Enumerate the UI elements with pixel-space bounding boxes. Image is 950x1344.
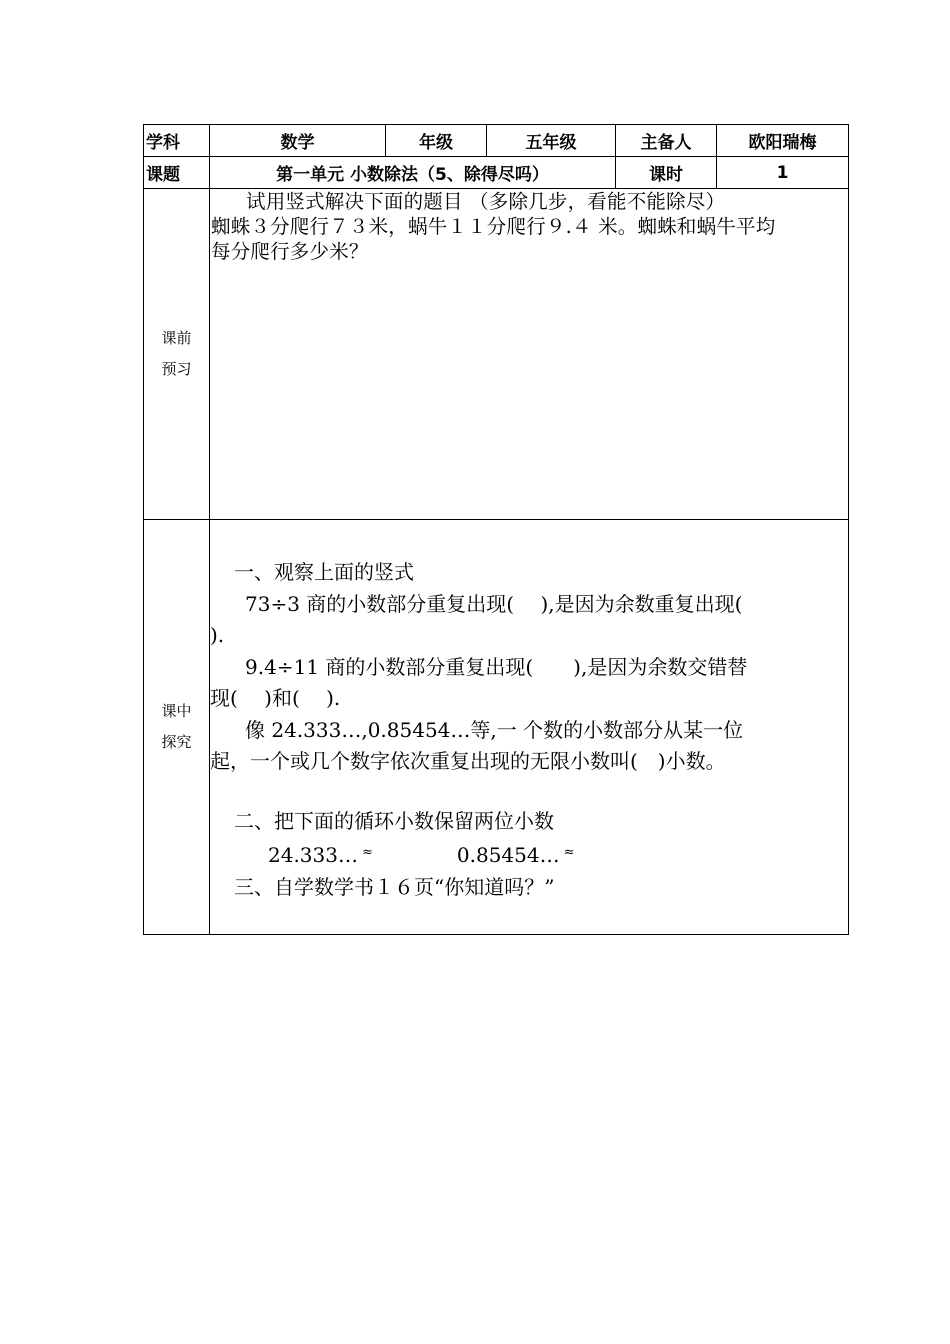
preview-problem-line2: 每分爬行多少米？ (211, 240, 369, 263)
preview-label-line2: 预习 (161, 360, 192, 378)
explore-label (144, 520, 210, 935)
section1-line1: 73÷3 商的小数部分重复出现( ),是因为余数重复出现( (245, 591, 743, 616)
header-row-2 (144, 157, 849, 189)
preview-problem-line1: 蜘蛛３分爬行７３米，蜗牛１１分爬行９.４ 米。蜘蛛和蜗牛平均 (211, 215, 776, 238)
preparer-label: 主备人 (616, 125, 717, 157)
explore-label-line1: 课中 (161, 702, 192, 720)
section1-line4: 现( )和( ). (210, 686, 341, 710)
preview-content (210, 189, 849, 520)
topic-value: 第一单元 小数除法（5、除得尽吗） (210, 157, 616, 189)
preview-label (144, 189, 210, 520)
repeating-decimal-1: 24.333… (268, 843, 358, 867)
section3-title: 三、自学数学书１６页“你知道吗？” (234, 874, 555, 899)
explore-content (210, 520, 849, 935)
grade-label: 年级 (386, 125, 487, 157)
period-label: 课时 (616, 157, 717, 189)
subject-value: 数学 (210, 125, 386, 157)
explore-row (144, 520, 849, 935)
section1-line5: 像 24.333…,0.85454…等,一 个数的小数部分从某一位 (245, 717, 744, 742)
section2-title: 二、把下面的循环小数保留两位小数 (234, 808, 554, 833)
section1-title: 一、观察上面的竖式 (234, 560, 414, 584)
topic-label: 课题 (144, 157, 210, 189)
repeating-decimal-2: 0.85454… (456, 843, 560, 867)
section1-line3: 9.4÷11 商的小数部分重复出现( ),是因为余数交错替 (245, 654, 748, 679)
header-row-1 (144, 125, 849, 157)
preview-row (144, 189, 849, 520)
subject-label: 学科 (144, 125, 210, 157)
section1-line2: ). (210, 623, 225, 647)
section2-numbers (210, 837, 848, 872)
lesson-plan-sheet (143, 124, 848, 935)
preview-intro: 试用竖式解决下面的题目 （多除几步，看能不能除尽） (246, 190, 726, 213)
preparer-value: 欧阳瑞梅 (717, 125, 849, 157)
section1-line6: 起，一个或几个数字依次重复出现的无限小数叫( )小数。 (210, 749, 726, 773)
lesson-plan-table (143, 124, 849, 935)
grade-value: 五年级 (487, 125, 616, 157)
period-value: 1 (717, 157, 849, 189)
explore-label-line2: 探究 (161, 733, 192, 751)
approx-symbol-2: ≈ (563, 845, 575, 860)
preview-label-line1: 课前 (161, 329, 192, 347)
approx-symbol-1: ≈ (361, 845, 373, 860)
